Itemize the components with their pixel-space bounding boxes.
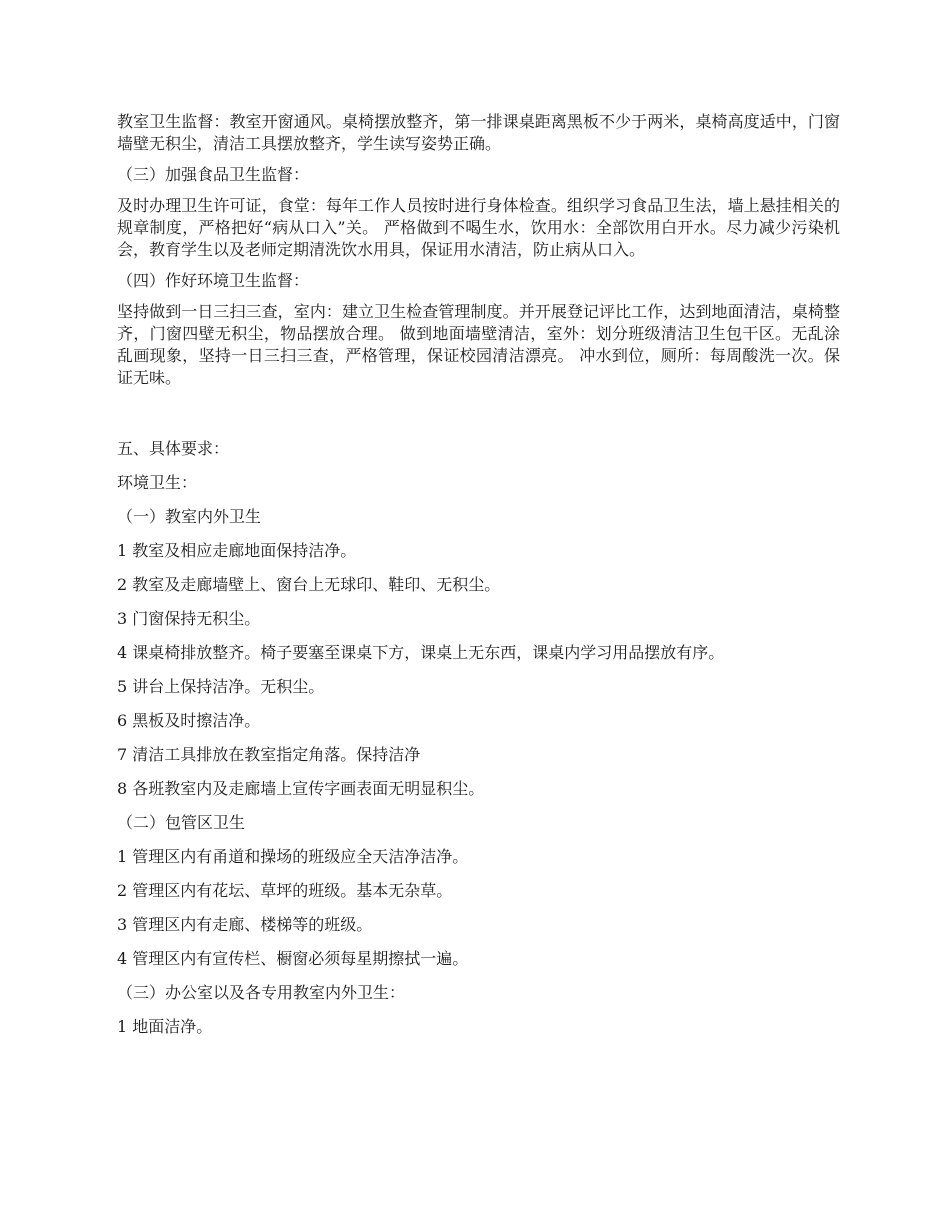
list-item: 2 教室及走廊墙壁上、窗台上无球印、鞋印、无积尘。 bbox=[117, 575, 501, 594]
list-item: 1 教室及相应走廊地面保持洁净。 bbox=[117, 541, 357, 560]
list-item: 5 讲台上保持洁净。无积尘。 bbox=[117, 677, 325, 696]
heading-managed-area: （二）包管区卫生 bbox=[117, 813, 246, 832]
paragraph-classroom-hygiene: 教室卫生监督：教室开窗通风。桌椅摆放整齐，第一排课桌距离黑板不少于两米，桌椅高度适中，门窗墙壁无积尘，清洁工具摆放整齐，学生读写姿势正确。 bbox=[117, 112, 840, 153]
document-page bbox=[117, 111, 840, 1050]
list-item: 1 管理区内有甬道和操场的班级应全天洁净洁净。 bbox=[117, 847, 469, 866]
list-item: 3 门窗保持无积尘。 bbox=[117, 609, 261, 628]
heading-food-hygiene: （三）加强食品卫生监督： bbox=[117, 165, 310, 184]
list-item: 1 地面洁净。 bbox=[117, 1017, 213, 1036]
list-item: 8 各班教室内及走廊墙上宣传字画表面无明显积尘。 bbox=[117, 779, 485, 798]
paragraph-environment-hygiene: 坚持做到一日三扫三查，室内：建立卫生检查管理制度。并开展登记评比工作，达到地面清洁，桌椅整齐，门窗四壁无积尘，物品摆放合理。 做到地面墙壁清洁，室外：划分班级清洁卫生包干区。无乱涂乱画现象，坚持一日三扫三查，严格管理，保证校园清洁漂亮。 冲水到位，厕所：每周酸洗一次。保证无味。 bbox=[117, 302, 840, 387]
list-item: 7 清洁工具排放在教室指定角落。保持洁净 bbox=[117, 745, 421, 764]
list-item: 4 课桌椅排放整齐。椅子要塞至课桌下方，课桌上无东西，课桌内学习用品摆放有序。 bbox=[117, 643, 725, 662]
heading-environment: 环境卫生： bbox=[117, 473, 198, 492]
heading-office-rooms: （三）办公室以及各专用教室内外卫生： bbox=[117, 983, 406, 1002]
section-spacer bbox=[117, 398, 840, 438]
list-item: 2 管理区内有花坛、草坪的班级。基本无杂草。 bbox=[117, 881, 453, 900]
paragraph-food-hygiene: 及时办理卫生许可证，食堂：每年工作人员按时进行身体检查。组织学习食品卫生法，墙上悬挂相关的规章制度，严格把好“病从口入”关。 严格做到不喝生水，饮用水：全部饮用白开水。尽力减少污染机会，教育学生以及老师定期清洗饮水用具，保证用水清洁，防止病从口入。 bbox=[117, 196, 840, 259]
heading-environment-hygiene: （四）作好环境卫生监督： bbox=[117, 271, 310, 290]
list-item: 3 管理区内有走廊、楼梯等的班级。 bbox=[117, 915, 373, 934]
heading-classroom-inside-outside: （一）教室内外卫生 bbox=[117, 507, 262, 526]
list-item: 6 黑板及时擦洁净。 bbox=[117, 711, 261, 730]
list-item: 4 管理区内有宣传栏、橱窗必须每星期擦拭一遍。 bbox=[117, 949, 469, 968]
heading-specific-requirements: 五、具体要求： bbox=[117, 439, 230, 458]
